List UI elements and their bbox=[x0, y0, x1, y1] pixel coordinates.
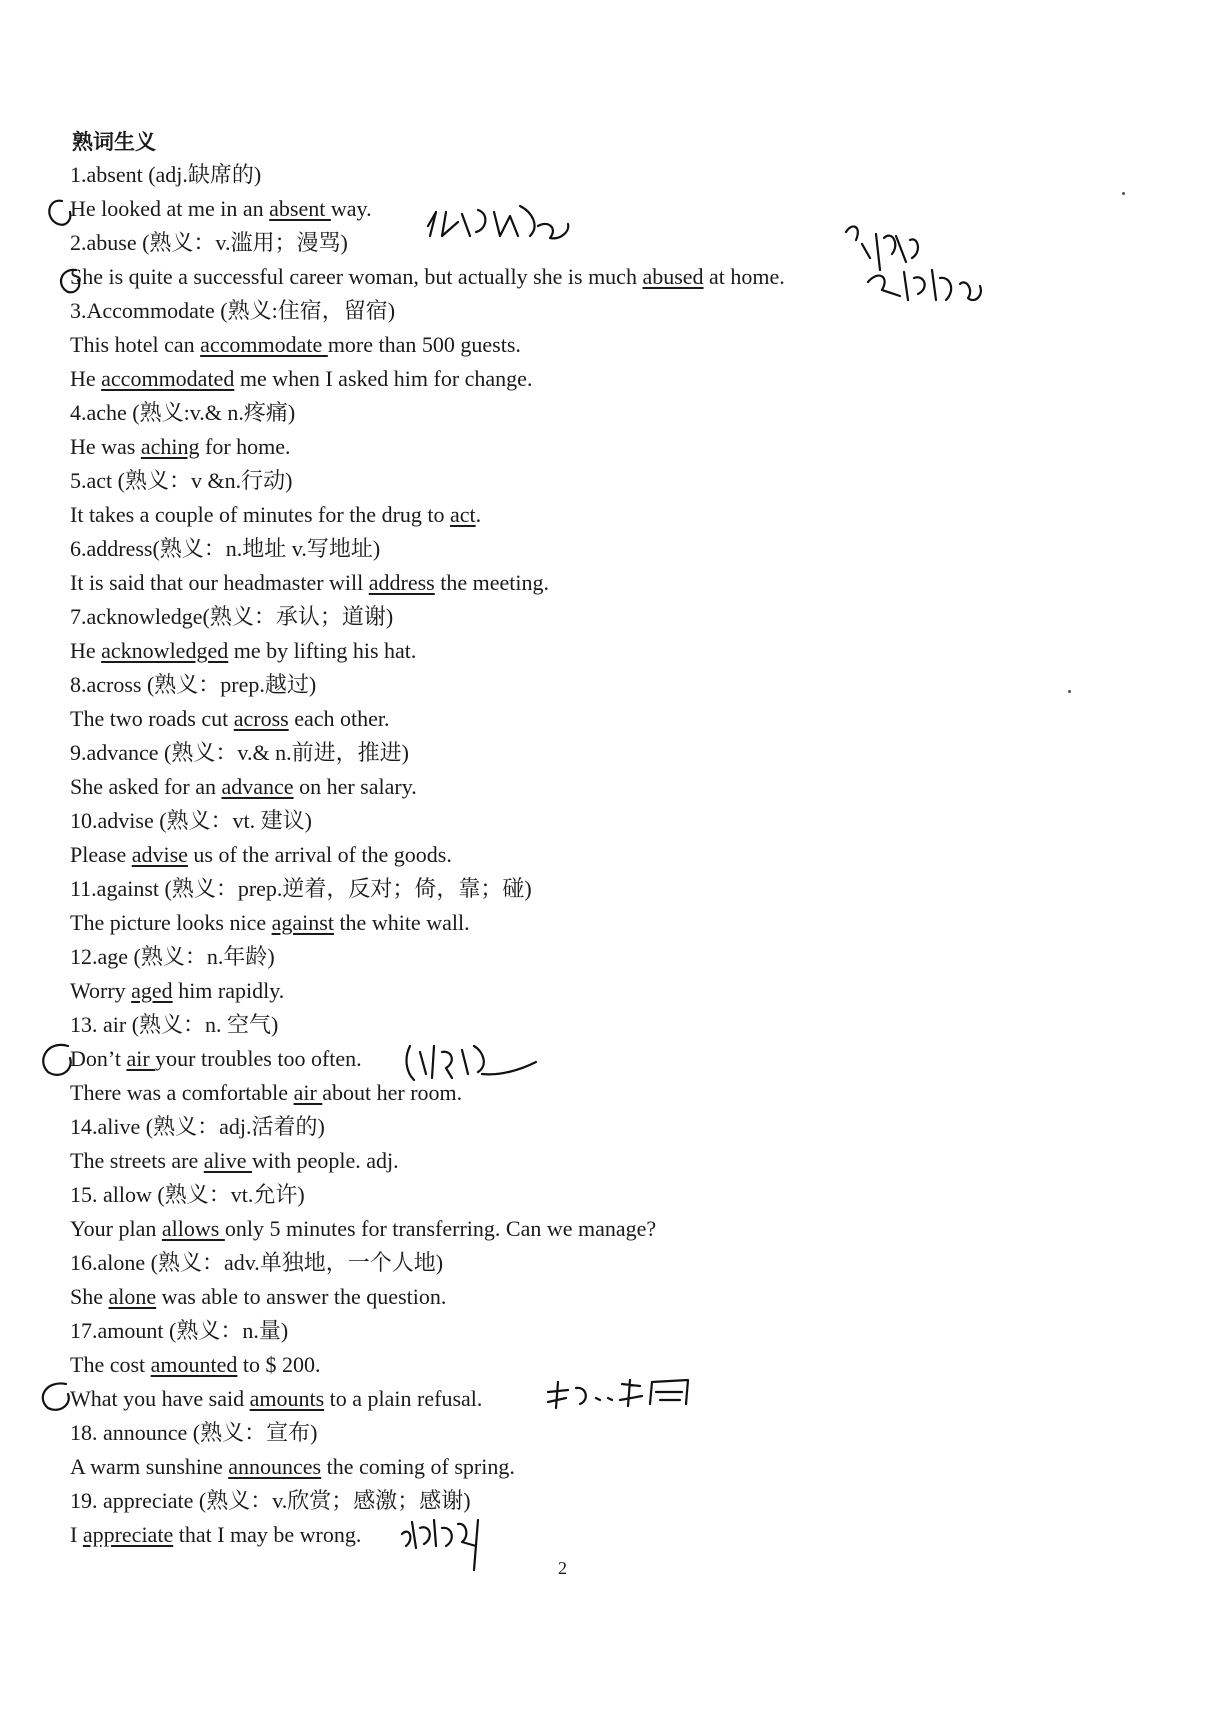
speck bbox=[1068, 690, 1071, 693]
line-text: He looked at me in an bbox=[70, 196, 270, 221]
line-text: The streets are bbox=[70, 1148, 204, 1173]
line-text: me by lifting his hat. bbox=[228, 638, 417, 663]
text-line bbox=[70, 158, 1070, 192]
line-text: 11.against (熟义：prep.逆着，反对；倚，靠；碰) bbox=[70, 876, 532, 901]
text-line bbox=[70, 702, 1070, 736]
text-line bbox=[70, 634, 1070, 668]
line-text: him rapidly. bbox=[172, 978, 285, 1003]
text-line bbox=[70, 1450, 1070, 1484]
text-line bbox=[70, 294, 1070, 328]
line-text: Your plan bbox=[70, 1216, 162, 1241]
line-text: was able to answer the question. bbox=[156, 1284, 447, 1309]
line-text: 9.advance (熟义：v.& n.前进，推进) bbox=[70, 740, 409, 765]
section-heading: 熟词生义 bbox=[72, 130, 156, 154]
underlined-word: act bbox=[450, 502, 476, 527]
text-line bbox=[70, 668, 1070, 702]
hand-circle-mark bbox=[43, 1045, 70, 1075]
line-text: 1.absent (adj.缺席的) bbox=[70, 162, 262, 187]
line-text: each other. bbox=[288, 706, 390, 731]
text-line bbox=[70, 838, 1070, 872]
line-text: 18. announce (熟义：宣布) bbox=[70, 1420, 318, 1445]
line-text: She asked for an bbox=[70, 774, 222, 799]
text-line bbox=[70, 1280, 1070, 1314]
line-text: 7.acknowledge(熟义：承认；道谢) bbox=[70, 604, 394, 629]
line-text: only 5 minutes for transferring. Can we manage? bbox=[224, 1216, 657, 1241]
line-text: 12.age (熟义：n.年龄) bbox=[70, 944, 275, 969]
line-text: What you have said bbox=[70, 1386, 250, 1411]
line-text: The cost bbox=[70, 1352, 151, 1377]
line-text: 13. air (熟义：n. 空气) bbox=[70, 1012, 279, 1037]
line-text: Worry bbox=[70, 978, 132, 1003]
line-text: This hotel can bbox=[70, 332, 201, 357]
text-line bbox=[70, 736, 1070, 770]
line-text: 14.alive (熟义：adj.活着的) bbox=[70, 1114, 325, 1139]
line-text: 6.address(熟义：n.地址 v.写地址) bbox=[70, 536, 381, 561]
line-text: me when I asked him for change. bbox=[234, 366, 533, 391]
hand-circle-mark bbox=[49, 201, 70, 225]
underlined-word: acknowledged bbox=[101, 638, 229, 663]
line-text: the meeting. bbox=[434, 570, 549, 595]
underlined-word: amounted bbox=[150, 1352, 238, 1377]
underlined-word: alone bbox=[108, 1284, 157, 1309]
text-line bbox=[70, 1416, 1070, 1450]
text-line bbox=[70, 1382, 1070, 1416]
line-text: that I may be wrong. bbox=[173, 1522, 362, 1547]
text-line bbox=[70, 396, 1070, 430]
page-number: 2 bbox=[558, 1558, 567, 1578]
line-text: There was a comfortable bbox=[70, 1080, 294, 1105]
underlined-word: against bbox=[271, 910, 334, 935]
line-text: more than 500 guests. bbox=[327, 332, 521, 357]
line-text: She bbox=[70, 1284, 109, 1309]
line-text: 10.advise (熟义：vt. 建议) bbox=[70, 808, 312, 833]
line-text: 2.abuse (熟义：v.滥用；漫骂) bbox=[70, 230, 348, 255]
underlined-word: alive bbox=[203, 1148, 253, 1173]
line-text: us of the arrival of the goods. bbox=[187, 842, 452, 867]
line-text: the coming of spring. bbox=[321, 1454, 515, 1479]
text-line bbox=[70, 974, 1070, 1008]
underlined-word: amounts bbox=[249, 1386, 325, 1411]
text-line bbox=[70, 566, 1070, 600]
line-text: It is said that our headmaster will bbox=[70, 570, 369, 595]
speck bbox=[1122, 192, 1125, 195]
line-text: He bbox=[70, 638, 102, 663]
text-line bbox=[70, 192, 1070, 226]
line-text: on her salary. bbox=[293, 774, 417, 799]
line-text: 16.alone (熟义：adv.单独地，一个人地) bbox=[70, 1250, 444, 1275]
line-text: to $ 200. bbox=[237, 1352, 321, 1377]
line-text: Please bbox=[70, 842, 132, 867]
line-text: The picture looks nice bbox=[70, 910, 272, 935]
line-text: 15. allow (熟义：vt.允许) bbox=[70, 1182, 305, 1207]
text-line bbox=[70, 260, 1070, 294]
text-line bbox=[70, 362, 1070, 396]
text-line bbox=[70, 430, 1070, 464]
text-line bbox=[70, 940, 1070, 974]
line-text: 4.ache (熟义:v.& n.疼痛) bbox=[70, 400, 296, 425]
text-line bbox=[70, 1348, 1070, 1382]
underlined-word: advise bbox=[131, 842, 188, 867]
text-line bbox=[70, 1212, 1070, 1246]
line-text: 19. appreciate (熟义：v.欣赏；感激；感谢) bbox=[70, 1488, 471, 1513]
text-line bbox=[70, 1110, 1070, 1144]
line-text: your troubles too often. bbox=[155, 1046, 362, 1071]
text-line bbox=[70, 464, 1070, 498]
line-text: to a plain refusal. bbox=[324, 1386, 483, 1411]
text-line bbox=[70, 770, 1070, 804]
line-text: Don’t bbox=[70, 1046, 127, 1071]
line-text: at home. bbox=[703, 264, 785, 289]
underlined-word: accommodate bbox=[200, 332, 328, 357]
text-line bbox=[70, 1484, 1070, 1518]
line-text: . bbox=[475, 502, 482, 527]
text-line bbox=[70, 1008, 1070, 1042]
underlined-word: absent bbox=[269, 196, 331, 221]
underlined-word: aged bbox=[131, 978, 173, 1003]
underlined-word: allows bbox=[161, 1216, 225, 1241]
text-line bbox=[70, 1314, 1070, 1348]
line-text: It takes a couple of minutes for the drug to bbox=[70, 502, 451, 527]
line-text: about her room. bbox=[322, 1080, 463, 1105]
underlined-word: aching bbox=[140, 434, 200, 459]
underlined-word: air bbox=[126, 1046, 156, 1071]
text-line bbox=[70, 906, 1070, 940]
underlined-word: advance bbox=[221, 774, 294, 799]
underlined-word: across bbox=[233, 706, 289, 731]
underlined-word: address bbox=[368, 570, 435, 595]
line-text: for home. bbox=[199, 434, 291, 459]
underlined-word: announces bbox=[228, 1454, 322, 1479]
underlined-word: appreciate bbox=[82, 1522, 174, 1547]
text-line bbox=[70, 1518, 1070, 1552]
line-text: I bbox=[70, 1522, 83, 1547]
underlined-word: accommodated bbox=[101, 366, 235, 391]
line-text: 8.across (熟义：prep.越过) bbox=[70, 672, 317, 697]
underlined-word: air bbox=[293, 1080, 323, 1105]
text-line bbox=[70, 1042, 1070, 1076]
text-line bbox=[70, 600, 1070, 634]
text-line bbox=[70, 328, 1070, 362]
text-line bbox=[70, 1178, 1070, 1212]
text-line bbox=[70, 1144, 1070, 1178]
text-line bbox=[70, 532, 1070, 566]
text-line bbox=[70, 872, 1070, 906]
line-text: A warm sunshine bbox=[70, 1454, 229, 1479]
text-line bbox=[70, 804, 1070, 838]
text-line bbox=[70, 1246, 1070, 1280]
line-text: way. bbox=[330, 196, 372, 221]
line-text: She is quite a successful career woman, but actually she is much bbox=[70, 264, 643, 289]
line-text: 17.amount (熟义：n.量) bbox=[70, 1318, 289, 1343]
line-text: 5.act (熟义：v &n.行动) bbox=[70, 468, 293, 493]
vocabulary-list bbox=[70, 158, 1070, 1552]
line-text: 3.Accommodate (熟义:住宿，留宿) bbox=[70, 298, 396, 323]
text-line bbox=[70, 226, 1070, 260]
hand-circle-mark bbox=[43, 1383, 69, 1409]
line-text: the white wall. bbox=[333, 910, 470, 935]
text-line bbox=[70, 498, 1070, 532]
underlined-word: abused bbox=[642, 264, 704, 289]
line-text: The two roads cut bbox=[70, 706, 234, 731]
text-line bbox=[70, 1076, 1070, 1110]
line-text: He bbox=[70, 366, 102, 391]
line-text: He was bbox=[70, 434, 141, 459]
line-text: with people. adj. bbox=[252, 1148, 399, 1173]
